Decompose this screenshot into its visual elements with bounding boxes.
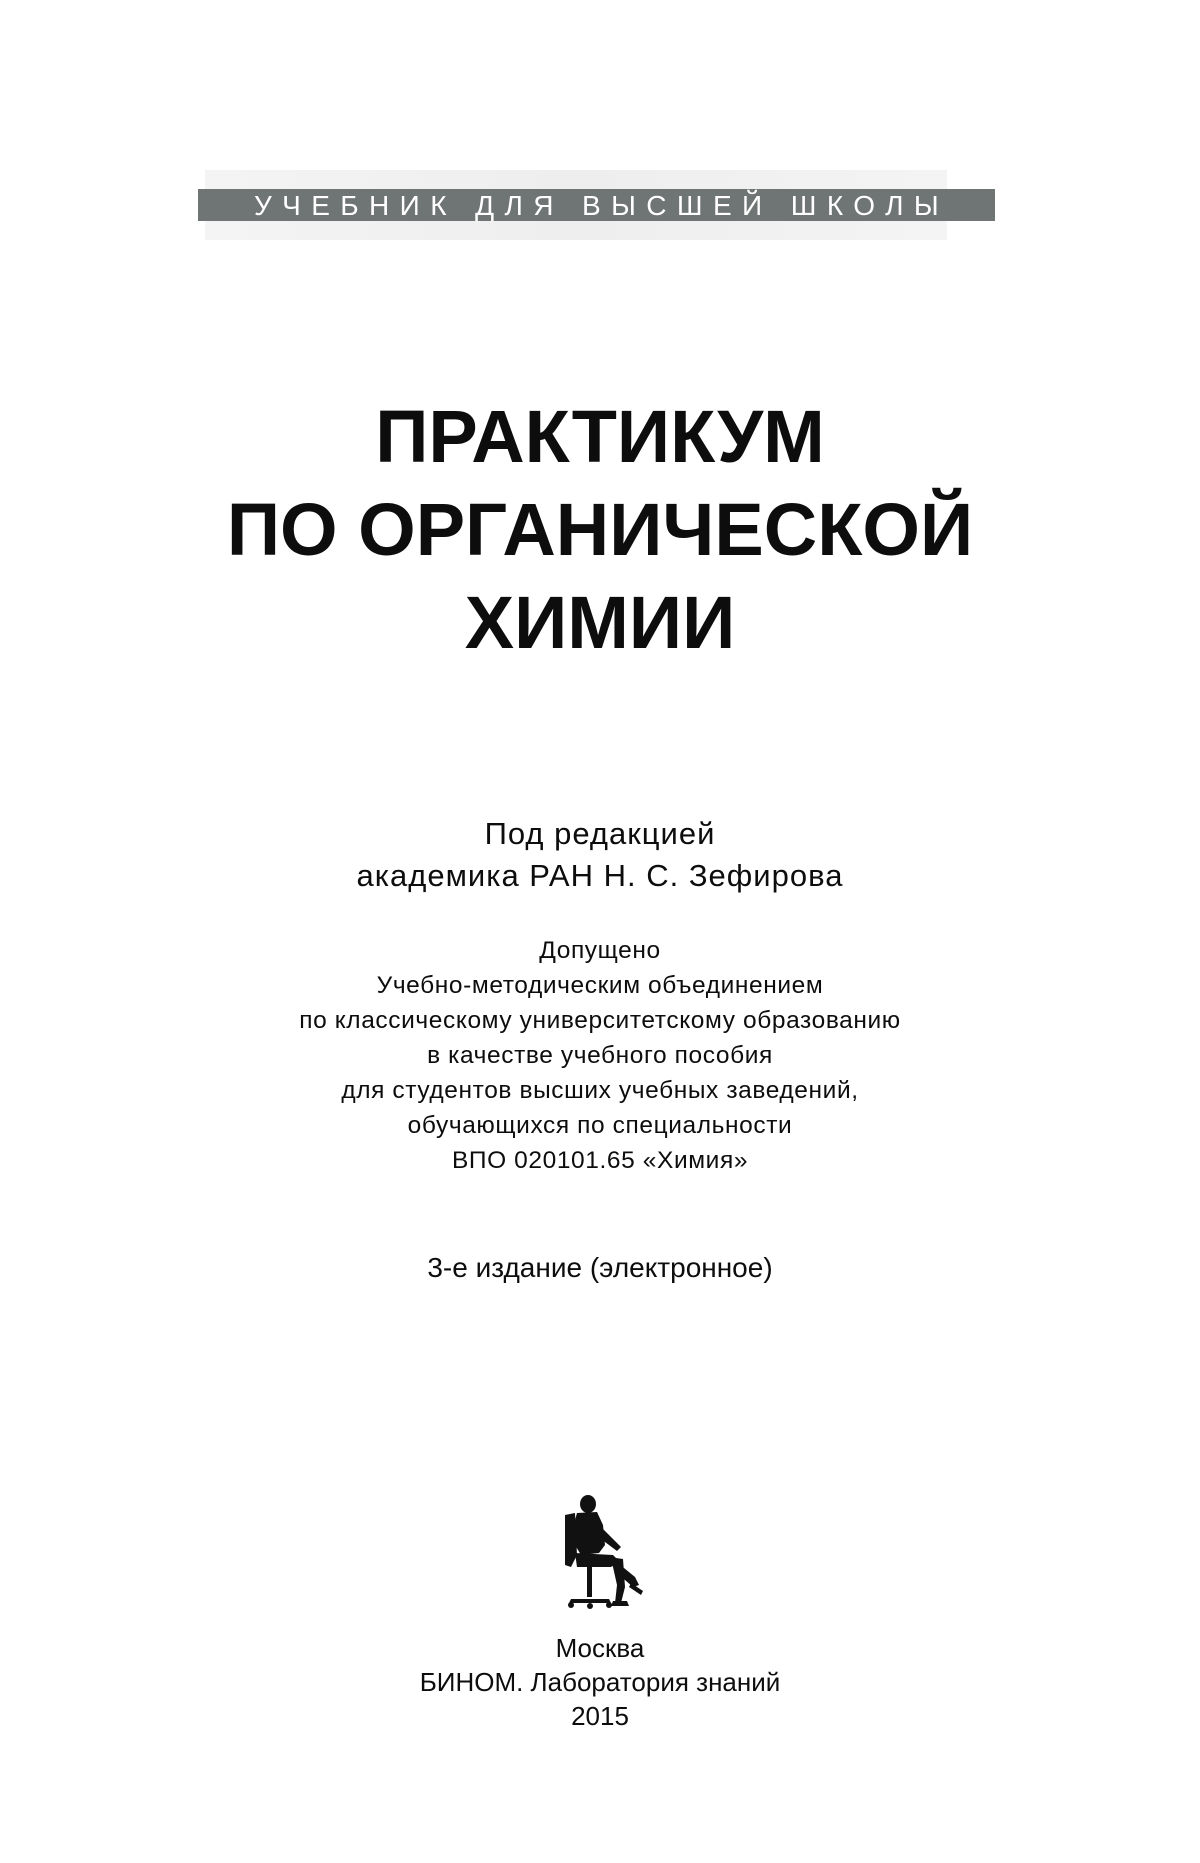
series-label: УЧЕБНИК ДЛЯ ВЫСШЕЙ ШКОЛЫ — [253, 190, 950, 221]
edition-label: 3-е издание (электронное) — [427, 1252, 773, 1283]
editor-line-1: Под редакцией — [484, 816, 716, 851]
editor-credit — [0, 813, 1200, 897]
approval-line-4: в качестве учебного пособия — [427, 1042, 773, 1069]
approval-line-7: ВПО 020101.65 «Химия» — [451, 1147, 749, 1174]
approval-line-6: обучающихся по специальности — [407, 1112, 793, 1139]
title-line-1: ПРАКТИКУМ — [375, 395, 825, 478]
approval-line-2: Учебно-методическим объединением — [376, 972, 824, 999]
publisher-city: Москва — [555, 1633, 645, 1663]
editor-line-2: академика РАН Н. С. Зефирова — [356, 858, 844, 893]
seated-man-silhouette-icon — [551, 1495, 647, 1615]
title-line-3: ХИМИИ — [464, 581, 736, 664]
approval-line-3: по классическому университетскому образованию — [299, 1007, 901, 1034]
publisher-block — [0, 1631, 1200, 1733]
approval-line-1: Допущено — [539, 937, 661, 964]
title-line-2: ПО ОРГАНИЧЕСКОЙ — [226, 488, 974, 571]
approval-statement — [0, 933, 1200, 1178]
book-title — [0, 390, 1200, 669]
approval-line-5: для студентов высших учебных заведений, — [341, 1077, 859, 1104]
publication-year: 2015 — [571, 1701, 629, 1731]
publisher-name: БИНОМ. Лаборатория знаний — [419, 1667, 781, 1697]
